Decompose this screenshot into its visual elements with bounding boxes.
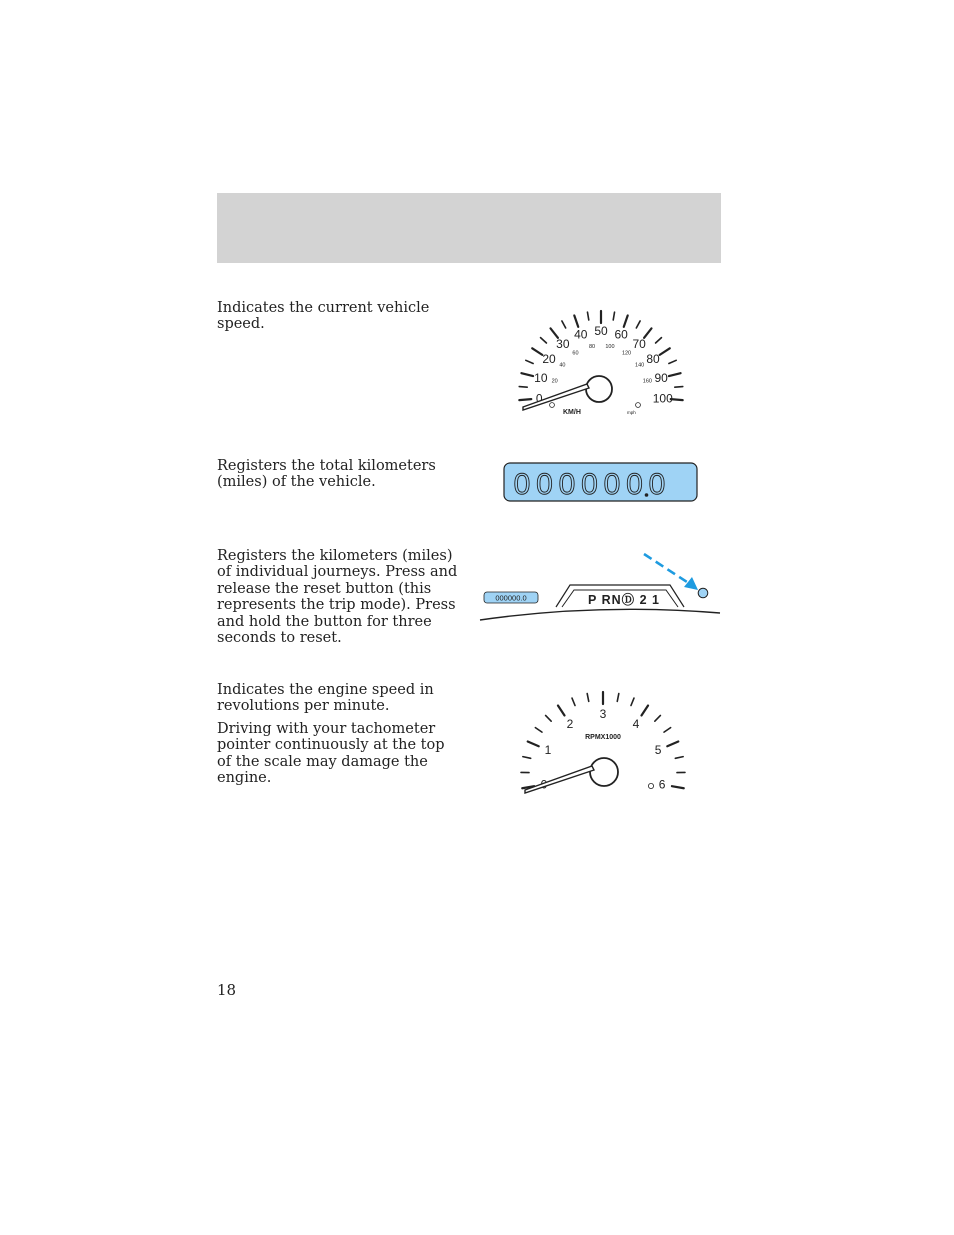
speedometer-mph-tick: [532, 348, 542, 355]
speedometer-mph-label: 90: [654, 371, 668, 386]
speedometer-mph-tick: [660, 348, 670, 355]
tachometer-tick: [528, 742, 539, 747]
odometer-digit: 0: [648, 468, 666, 501]
reset-pointer-arrowhead: [684, 577, 698, 590]
speedometer-kmh-unit: KM/H: [563, 409, 581, 416]
odometer-digit: 0: [536, 468, 553, 501]
speedometer-needle-hub: [586, 376, 612, 402]
speedometer-mph-tick: [526, 360, 533, 363]
tachometer-gauge-figure: [515, 682, 690, 800]
cluster-outline: [480, 609, 720, 620]
speedometer-mph-unit: mph: [627, 410, 636, 415]
page-number: 18: [217, 981, 237, 999]
tachometer-tick: [672, 786, 684, 788]
speedometer-mph-tick: [562, 321, 566, 328]
speedometer-mph-label: 10: [534, 371, 548, 386]
speedometer-mph-label: 70: [632, 337, 646, 352]
trip-mini-display-value: 000000.0: [495, 593, 527, 603]
speedometer-mph-tick: [669, 373, 681, 376]
odometer-digits: [514, 468, 666, 501]
speedometer-mph-label: 0: [535, 391, 543, 406]
speedometer-mph-label: 20: [542, 352, 556, 367]
speedometer-kmh-label: 120: [621, 350, 632, 357]
tachometer-tick: [546, 715, 552, 721]
tachometer-unit: RPMX1000: [585, 734, 621, 741]
odometer-digit: 0: [626, 468, 643, 501]
speedometer-mph-label: 80: [646, 352, 660, 367]
speedometer-mph-tick: [613, 312, 614, 320]
speedometer-reset-icon: [636, 403, 641, 408]
speedometer-mph-tick: [636, 321, 640, 328]
reset-pointer-arrow: [644, 554, 687, 582]
odometer-description: Registers the total kilometers (miles) of the vehicle.: [217, 458, 436, 491]
tachometer-tick: [572, 698, 575, 705]
tachometer-tick: [523, 757, 531, 759]
tachometer-tick: [655, 715, 661, 721]
tachometer-tick: [617, 694, 619, 702]
tachometer-description: Indicates the engine speed in revolutions per minute.: [217, 682, 434, 715]
tachometer-tick: [587, 694, 589, 702]
odometer-digit: 0: [513, 468, 531, 501]
trip-odometer-description: Registers the kilometers (miles) of individual journeys. Press and release the reset button (this represents the trip mode). Press and hold the button for three seconds to reset.: [217, 548, 458, 647]
speedometer-mph-tick: [675, 387, 683, 388]
tachometer-tick: [558, 705, 565, 715]
odometer-display-panel: [504, 463, 697, 501]
speedometer-mph-label: 40: [574, 327, 588, 342]
speedometer-kmh-label: 20: [551, 378, 558, 385]
speedometer-mph-tick: [669, 360, 676, 363]
gear-indicator-text: P RNⒹ 2 1: [588, 593, 660, 607]
speedometer-kmh-label: 80: [589, 343, 596, 350]
speedometer-gauge-figure: [515, 300, 690, 425]
tachometer-label: 1: [544, 743, 552, 758]
speedometer-kmh-label: 160: [642, 378, 652, 385]
speedometer-mph-tick: [574, 315, 578, 326]
speedometer-mph-tick: [519, 399, 531, 400]
tachometer-tick: [631, 698, 634, 705]
tachometer-label: 3: [599, 707, 607, 721]
trip-odometer-figure: [478, 545, 723, 625]
odometer-digit: 0: [581, 468, 598, 501]
tachometer-label: 4: [632, 716, 640, 731]
speedometer-kmh-label: 60: [572, 350, 579, 357]
tachometer-label: 2: [566, 716, 574, 731]
speedometer-mph-tick: [519, 387, 527, 388]
tachometer-label: 5: [654, 743, 662, 758]
speedometer-kmh-label: 40: [559, 362, 566, 369]
tachometer-marker-icon: [648, 783, 653, 788]
odometer-display-figure: [502, 461, 700, 505]
speedometer-mph-tick: [587, 312, 588, 320]
tachometer-needle-hub: [590, 758, 618, 786]
tachometer-needle: [525, 766, 594, 793]
tachometer-tick: [664, 728, 671, 733]
tachometer-tick: [667, 742, 678, 747]
speedometer-mph-tick: [624, 315, 628, 326]
tachometer-warning: Driving with your tachometer pointer continuously at the top of the scale may damage the engine.: [217, 721, 445, 787]
tachometer-tick: [641, 705, 648, 715]
tachometer-tick: [535, 728, 542, 733]
speedometer-mph-label: 60: [614, 327, 628, 342]
section-header-band: [217, 193, 721, 263]
speedometer-mph-tick: [656, 338, 662, 343]
speedometer-marker-icon: [550, 403, 555, 408]
speedometer-mph-tick: [521, 373, 533, 376]
speedometer-description: Indicates the current vehicle speed.: [217, 300, 430, 333]
tachometer-label: 6: [658, 777, 666, 792]
tachometer-tick: [675, 757, 683, 759]
speedometer-mph-label: 30: [556, 337, 570, 352]
speedometer-needle: [523, 384, 589, 410]
odometer-digit: 0: [603, 468, 621, 501]
odometer-digit: 0: [558, 468, 576, 501]
speedometer-kmh-label: 100: [605, 343, 615, 350]
trip-reset-button[interactable]: [698, 588, 708, 598]
speedometer-mph-tick: [541, 338, 547, 343]
speedometer-kmh-label: 140: [635, 362, 645, 369]
speedometer-mph-label: 100: [652, 391, 673, 406]
speedometer-mph-label: 50: [594, 324, 608, 338]
